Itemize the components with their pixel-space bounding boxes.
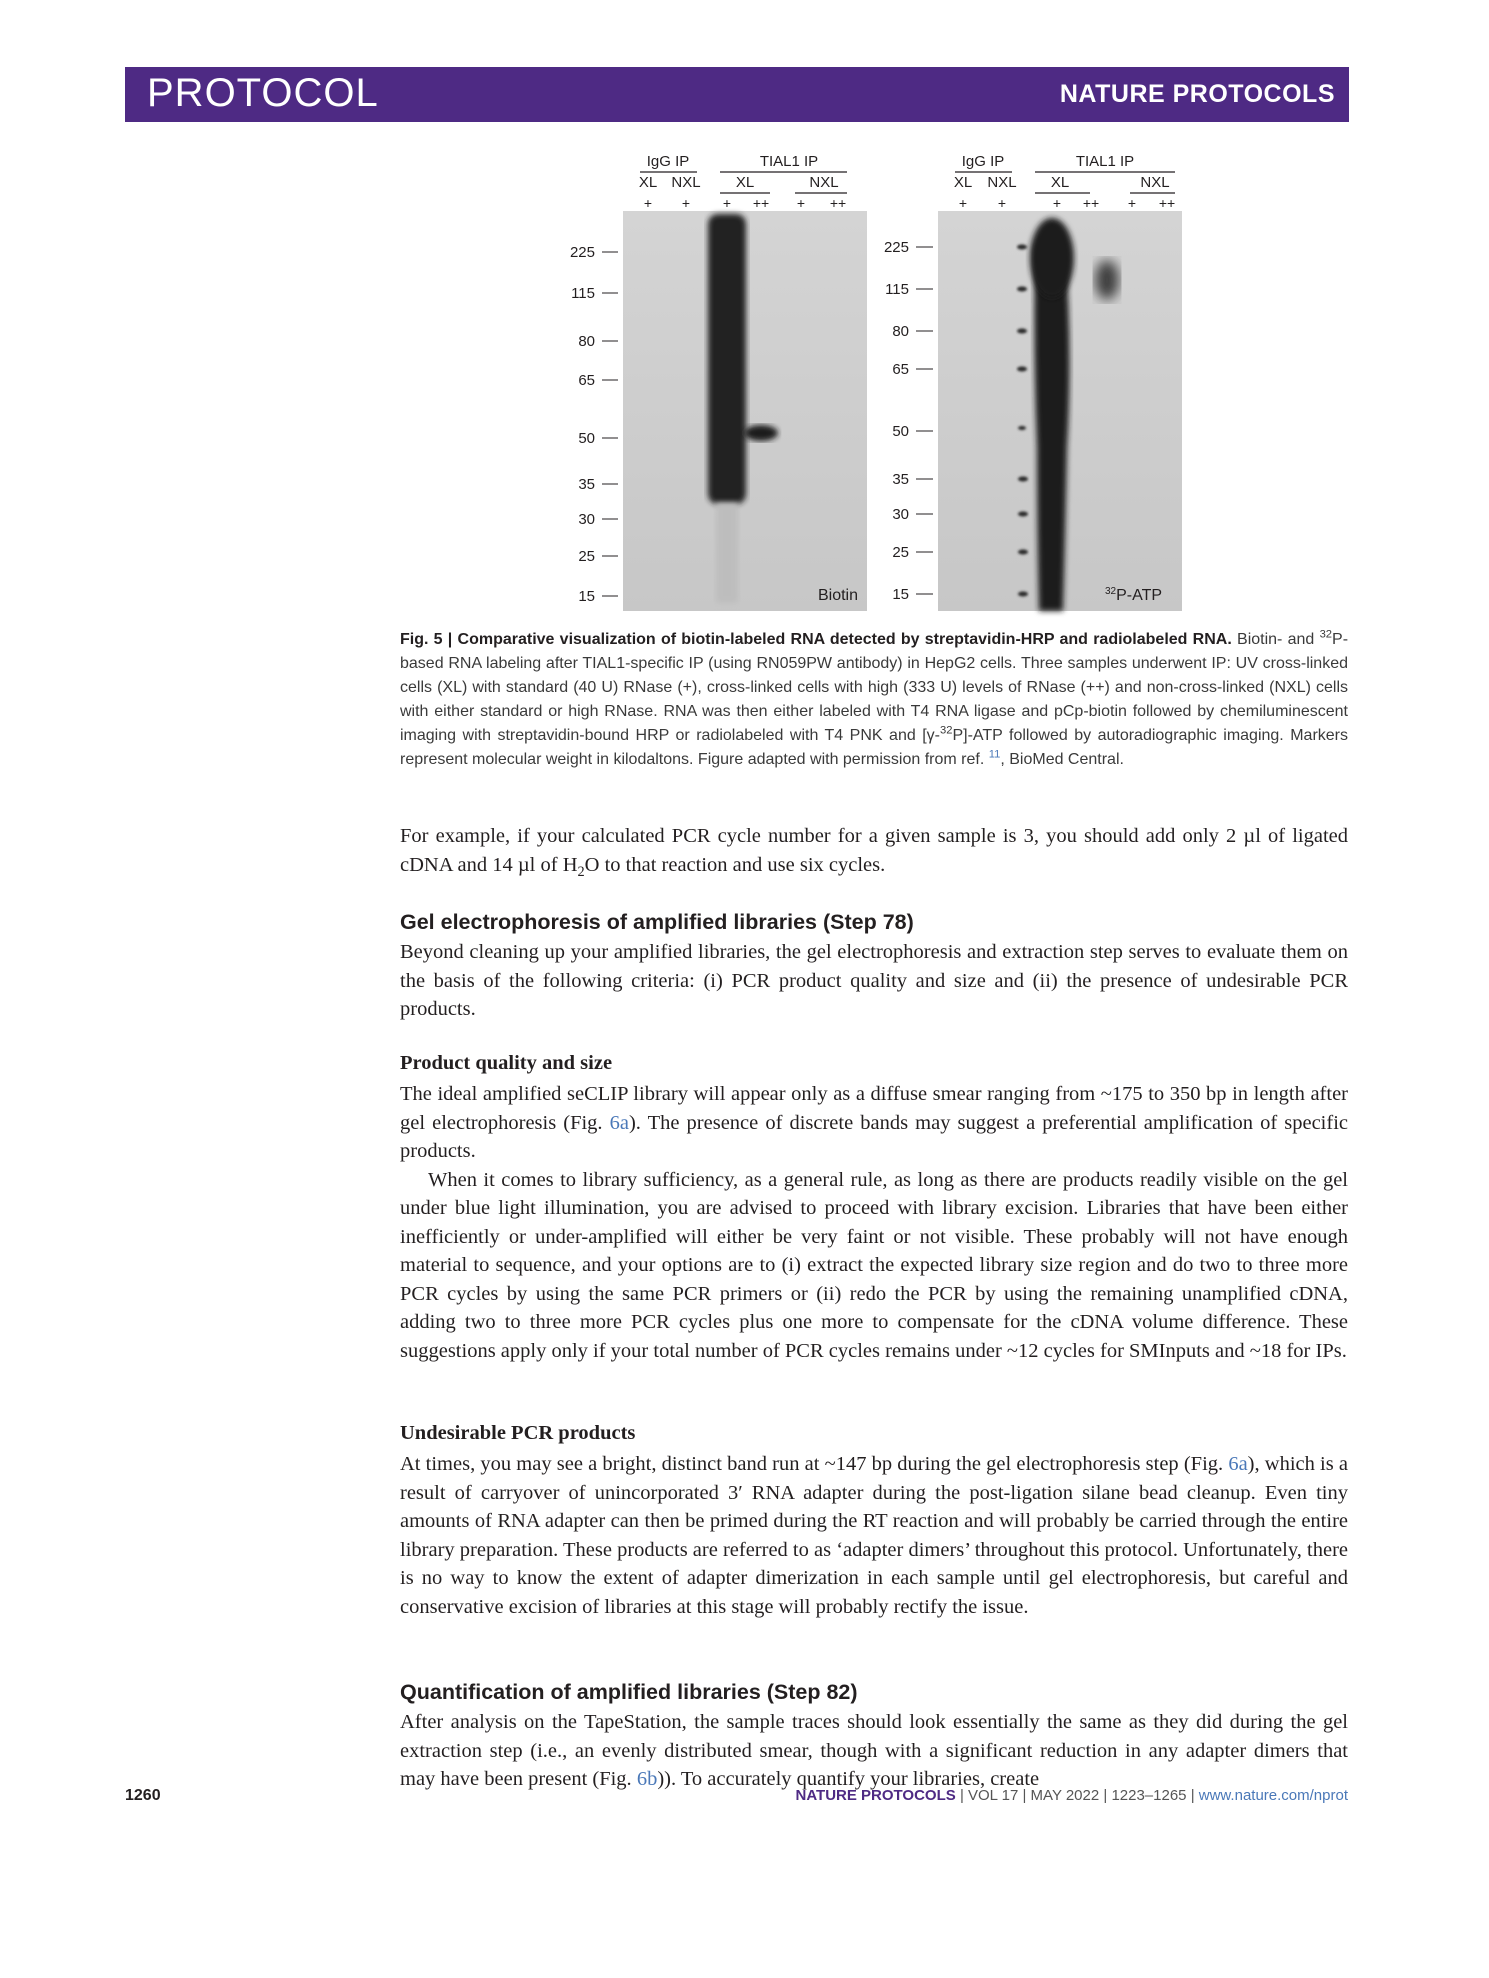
- svg-text:115: 115: [885, 281, 909, 298]
- page-number: 1260: [125, 1787, 161, 1804]
- product-quality-paragraphs: The ideal amplified seCLIP library will appear only as a diffuse smear ranging from ~175 to 350 bp in length after gel electrophoresis (Fig. 6a). The presence of discrete bands may suggest a preferential amplification of specific products. When it comes to library sufficiency, as a general rule, as long as there are products readily visible on the gel under blue light illumination, you are advised to proceed with library excision. Libraries that have been either inefficiently or under-amplified will either be very faint or not visible. These probably will not have enough material to sequence, and your options are to (i) extract the expected library size region and do two to three more PCR cycles by using the same PCR primers or (ii) redo the PCR by using the remaining unamplified cDNA, adding two to three more PCR cycles plus one more to compensate for the cDNA volume difference. These suggestions apply only if your total number of PCR cycles remains under ~12 cycles for SMInputs and ~18 for IPs.: [400, 1083, 1348, 1362]
- svg-text:80: 80: [578, 333, 595, 350]
- left-group-tial1: TIAL1 IP: [759, 153, 819, 170]
- right-rnase-1: +: [958, 195, 968, 211]
- svg-text:225: 225: [569, 244, 595, 261]
- right-rnase-3: +: [1052, 195, 1062, 211]
- biotin-label: Biotin: [817, 587, 858, 604]
- svg-text:50: 50: [578, 430, 595, 447]
- left-rnase-1: +: [643, 195, 653, 211]
- right-cond-3: XL: [1050, 174, 1070, 191]
- subheading-undesirable: Undesirable PCR products: [400, 1422, 636, 1444]
- p32-label: $^{32}$P-ATP: [1105, 586, 1163, 604]
- figure-caption: Fig. 5 | Comparative visualization of biotin-labeled RNA detected by streptavidin-HRP and radiolabeled RNA. Biotin- and $^{32}$P-based RNA labeling after TIAL1-specific IP (using RN059PW antibody) in HepG2 cells. Three samples underwent IP: UV cross-linked cells (XL) with standard (40 U) RNase (+), cross-linked cells with high (333 U) levels of RNase (++) and non-cross-linked (NXL) cells with either standard or high RNase. RNA was then either labeled with T4 RNA ligase and pCp-biotin followed by chemiluminescent imaging with streptavidin-bound HRP or radiolabeled with T4 PNK and [γ-$^{32}$P]-ATP followed by autoradiographic imaging. Markers represent molecular weight in kilodaltons. Figure adapted with permission from ref. $^{11}$, BioMed Central.: [400, 628, 1349, 768]
- svg-text:65: 65: [892, 361, 909, 378]
- svg-text:115: 115: [571, 285, 595, 302]
- svg-text:35: 35: [892, 471, 909, 488]
- right-rnase-6: ++: [1158, 195, 1176, 211]
- svg-text:15: 15: [892, 586, 909, 603]
- right-panel-header: [954, 153, 1175, 211]
- subheading-product-quality: Product quality and size: [400, 1052, 613, 1074]
- right-rnase-2: +: [997, 195, 1007, 211]
- right-markers: [884, 239, 933, 603]
- left-cond-2: NXL: [671, 174, 701, 191]
- journal-url-link[interactable]: www.nature.com/nprot: [1198, 1787, 1348, 1804]
- nxl-faint-spot: [1095, 260, 1119, 300]
- left-cond-3: XL: [735, 174, 755, 191]
- left-rnase-4: ++: [752, 195, 770, 211]
- svg-text:30: 30: [578, 511, 595, 528]
- right-rnase-5: +: [1127, 195, 1137, 211]
- section-label: PROTOCOL: [147, 71, 379, 115]
- left-panel-header: [639, 153, 847, 211]
- left-cond-4: NXL: [809, 174, 839, 191]
- svg-text:35: 35: [578, 476, 595, 493]
- intro-paragraph: For example, if your calculated PCR cycle number for a given sample is 3, you should add only 2 µl of ligated cDNA and 14 µl of $H_2O$ to that reaction and use six cycles.: [400, 825, 1348, 880]
- right-cond-1: XL: [953, 174, 973, 191]
- svg-text:25: 25: [892, 544, 909, 561]
- journal-name: NATURE PROTOCOLS: [1059, 80, 1335, 108]
- svg-text:50: 50: [892, 423, 909, 440]
- svg-text:65: 65: [578, 372, 595, 389]
- tial1-xl-high-rnase-band: [744, 425, 778, 441]
- section-heading-quantification: Quantification of amplified libraries (Step 82): [400, 1680, 858, 1704]
- svg-text:25: 25: [578, 548, 595, 565]
- right-blot: [938, 211, 1182, 611]
- right-rnase-4: ++: [1082, 195, 1100, 211]
- left-group-igg: IgG IP: [646, 153, 690, 170]
- left-cond-1: XL: [638, 174, 658, 191]
- fig6a-link-2[interactable]: 6a: [1228, 1453, 1248, 1475]
- quantification-paragraph: After analysis on the TapeStation, the sample traces should look essentially the same as they did during the gel extraction step (i.e., an evenly distributed smear, though with a significant reduction in any adapter dimers that may have been present (Fig. 6b)). To accurately quantify your libraries, create: [400, 1711, 1348, 1790]
- left-rnase-6: ++: [829, 195, 847, 211]
- right-cond-2: NXL: [987, 174, 1017, 191]
- right-cond-4: NXL: [1140, 174, 1170, 191]
- undesirable-paragraph: At times, you may see a bright, distinct band run at ~147 bp during the gel electrophoresis step (Fig. 6a), which is a result of carryover of unincorporated 3′ RNA adapter during the post-ligation silane bead cleanup. Even tiny amounts of RNA adapter can then be primed during the RT reaction and will probably be carried through the entire library preparation. These products are referred to as ‘adapter dimers’ throughout this protocol. Unfortunately, there is no way to know the extent of adapter dimerization in each sample until gel electrophoresis, but careful and conservative excision of libraries at this stage will probably rectify the issue.: [400, 1453, 1348, 1618]
- left-rnase-2: +: [681, 195, 691, 211]
- svg-text:15: 15: [578, 588, 595, 605]
- section-heading-gel: Gel electrophoresis of amplified libraries (Step 78): [400, 910, 914, 934]
- svg-text:225: 225: [883, 239, 909, 256]
- journal-banner: [125, 67, 1349, 122]
- reference-link[interactable]: 11: [988, 748, 1001, 761]
- tial1-xl-smear: [708, 214, 746, 504]
- caption-lead: Fig. 5 | Comparative visualization of biotin-labeled RNA detected by streptavidin-HRP and radiolabeled RNA.: [400, 631, 1232, 648]
- fig6b-link[interactable]: 6b: [636, 1768, 658, 1790]
- gel-figure: [545, 148, 1185, 618]
- svg-text:30: 30: [892, 506, 909, 523]
- left-blot: [623, 211, 867, 611]
- right-group-igg: IgG IP: [961, 153, 1005, 170]
- right-group-tial1: TIAL1 IP: [1075, 153, 1135, 170]
- svg-text:80: 80: [892, 323, 909, 340]
- left-markers: [570, 244, 618, 605]
- footer-citation: NATURE PROTOCOLS | VOL 17 | MAY 2022 | 1223–1265 | www.nature.com/nprot: [795, 1787, 1348, 1804]
- left-rnase-5: +: [796, 195, 806, 211]
- gel-paragraph: Beyond cleaning up your amplified libraries, the gel electrophoresis and extraction step serves to evaluate them on the basis of the following criteria: (i) PCR product quality and size and (ii) the presence of undesirable PCR products.: [400, 941, 1348, 1020]
- left-rnase-3: +: [722, 195, 732, 211]
- fig6a-link[interactable]: 6a: [609, 1111, 629, 1134]
